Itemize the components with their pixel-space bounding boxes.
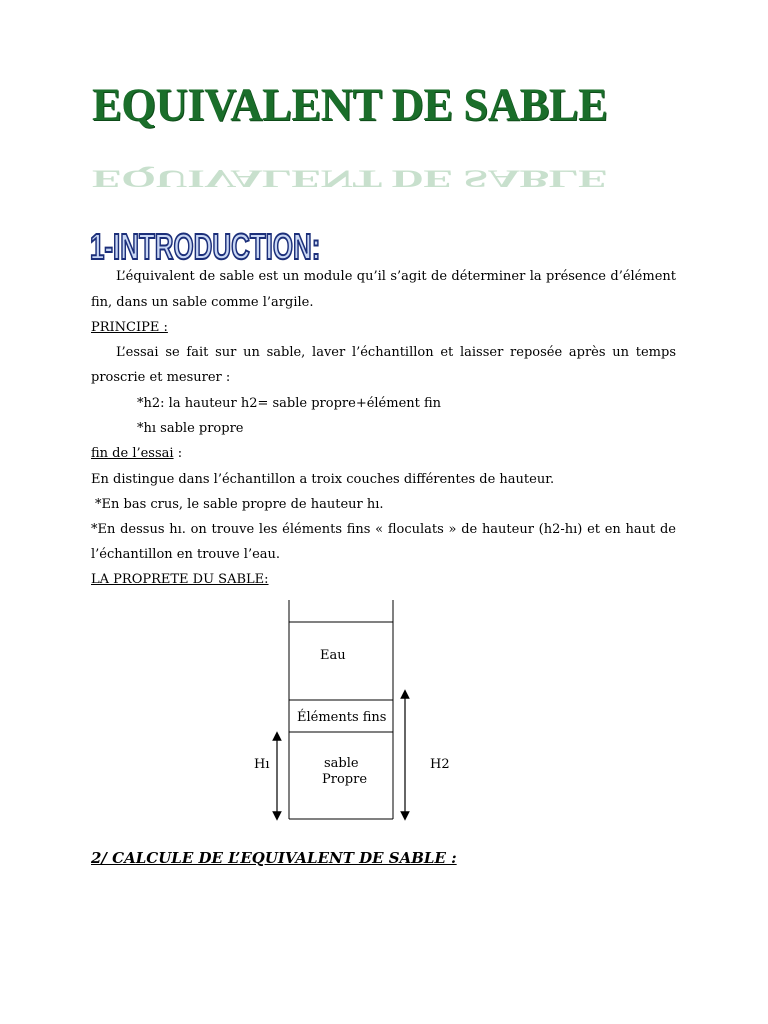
h1-definition: *hı sable propre — [137, 421, 244, 436]
document-title: EQUIVALENT DE SABLE — [92, 79, 608, 131]
h2-definition: *h2: la hauteur h2= sable propre+élément fin — [137, 396, 442, 411]
fin-line4: l’échantillon en trouve l’eau. — [91, 547, 281, 562]
label-propre: Propre — [322, 772, 368, 787]
fin-line1: En distingue dans l’échantillon a troix couches différentes de hauteur. — [91, 472, 555, 487]
proprete-label: LA PROPRETE DU SABLE: — [91, 572, 269, 587]
principe-line2: proscrie et mesurer : — [91, 370, 231, 385]
title-reflection: EQUIVALENT DE SABLE — [92, 164, 608, 194]
label-h2: H2 — [430, 757, 450, 772]
principe-line1: L’essai se fait sur un sable, laver l’échantillon et laisser reposée après un temps — [116, 345, 676, 360]
fin-essai-colon: : — [173, 446, 183, 461]
fin-line2: *En bas crus, le sable propre de hauteur hı. — [95, 497, 384, 512]
fin-line3: *En dessus hı. on trouve les éléments fins « floculats » de hauteur (h2-hı) et en haut de — [91, 522, 676, 537]
intro-heading: 1-INTRODUCTION: — [90, 226, 321, 267]
section2-heading: 2/ CALCULE DE L’EQUIVALENT DE SABLE : — [91, 849, 457, 867]
principe-label: PRINCIPE : — [91, 320, 168, 335]
sand-test-diagram — [240, 598, 480, 828]
label-elements-fins: Éléments fins — [297, 710, 387, 725]
title-wordart — [92, 78, 612, 194]
fin-essai-label: fin de l’essai — [91, 446, 174, 461]
fin-essai-heading — [91, 445, 182, 463]
label-eau: Eau — [320, 648, 346, 663]
intro-paragraph-line2: fin, dans un sable comme l’argile. — [91, 295, 314, 310]
label-h1: Hı — [254, 757, 270, 772]
intro-paragraph-line1: L’équivalent de sable est un module qu’il s’agit de déterminer la présence d’élément — [116, 269, 676, 284]
label-sable: sable — [324, 756, 359, 771]
